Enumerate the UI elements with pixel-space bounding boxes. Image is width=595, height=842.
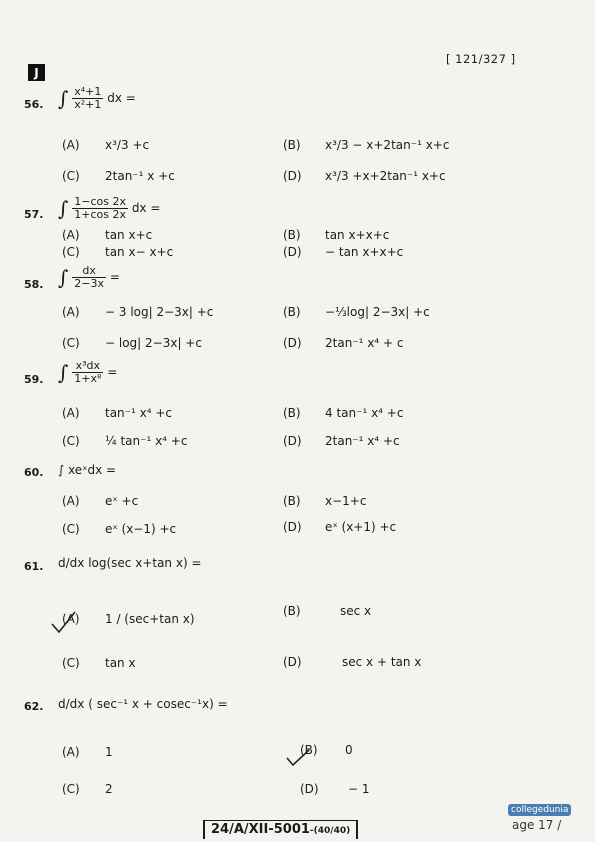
option-c: tan x− x+c xyxy=(105,245,174,259)
option-label-c: (C) xyxy=(62,434,80,448)
option-a: 1 / (sec+tan x) xyxy=(105,612,195,626)
question-number: 56. xyxy=(24,98,44,111)
option-a: tan x+c xyxy=(105,228,153,242)
option-d: − tan x+x+c xyxy=(325,245,404,259)
integral-symbol: ∫ xyxy=(58,86,69,111)
option-b: sec x xyxy=(340,604,372,618)
option-label-b: (B) xyxy=(283,228,301,242)
option-a: eˣ +c xyxy=(105,494,139,508)
option-label-a: (A) xyxy=(62,745,80,759)
option-label-b: (B) xyxy=(300,743,318,757)
option-label-c: (C) xyxy=(62,245,80,259)
option-label-c: (C) xyxy=(62,336,80,350)
option-label-d: (D) xyxy=(283,434,302,448)
option-label-d: (D) xyxy=(283,336,302,350)
option-a: − 3 log| 2−3x| +c xyxy=(105,305,214,319)
option-label-d: (D) xyxy=(283,520,302,534)
question-stem: ∫ $\frac{1-\cos 2x}{1+\cos 2x}$ dx = xyxy=(58,195,161,221)
option-d: 2tan⁻¹ x⁴ +c xyxy=(325,434,400,448)
question-number: 61. xyxy=(24,560,44,573)
option-label-a: (A) xyxy=(62,494,80,508)
option-a: x³/3 +c xyxy=(105,138,150,152)
fraction: $\frac{\text{x³dx}}{\text{1+x⁸}}$ xyxy=(74,359,102,385)
option-d: − 1 xyxy=(348,782,370,796)
option-label-d: (D) xyxy=(300,782,319,796)
option-label-b: (B) xyxy=(283,604,301,618)
option-b: x³/3 − x+2tan⁻¹ x+c xyxy=(325,138,450,152)
fraction: $\frac{\text{x⁴+1}}{\text{x²+1}}$ xyxy=(74,85,102,111)
question-stem: d/dx log(sec x+tan x) = xyxy=(58,556,202,570)
option-d: 2tan⁻¹ x⁴ + c xyxy=(325,336,404,350)
option-label-d: (D) xyxy=(283,169,302,183)
question-number: 60. xyxy=(24,466,44,479)
option-c: − log| 2−3x| +c xyxy=(105,336,202,350)
option-label-d: (D) xyxy=(283,245,302,259)
integral-symbol: ∫ xyxy=(58,360,69,385)
question-stem: ∫ xeˣdx = xyxy=(58,463,117,477)
option-d: x³/3 +x+2tan⁻¹ x+c xyxy=(325,169,446,183)
set-badge: J xyxy=(28,64,45,81)
watermark-logo: collegedunia xyxy=(508,804,571,816)
option-label-b: (B) xyxy=(283,494,301,508)
question-stem: d/dx ( sec⁻¹ x + cosec⁻¹x) = xyxy=(58,697,228,711)
option-label-b: (B) xyxy=(283,138,301,152)
fraction: $\frac{dx}{2-3x}$ xyxy=(74,264,104,290)
question-stem: ∫ $\frac{\text{x⁴+1}}{\text{x²+1}}$ dx = xyxy=(58,85,136,111)
option-label-a: (A) xyxy=(62,228,80,242)
option-label-c: (C) xyxy=(62,169,80,183)
option-b: 0 xyxy=(345,743,353,757)
option-b: tan x+x+c xyxy=(325,228,390,242)
option-label-a: (A) xyxy=(62,406,80,420)
option-label-c: (C) xyxy=(62,782,80,796)
option-label-c: (C) xyxy=(62,522,80,536)
option-c: 2tan⁻¹ x +c xyxy=(105,169,175,183)
option-label-d: (D) xyxy=(283,655,302,669)
option-b: 4 tan⁻¹ x⁴ +c xyxy=(325,406,404,420)
option-label-c: (C) xyxy=(62,656,80,670)
paper-code: 24/A/XII-5001-(40/40) xyxy=(203,820,358,839)
page-number: age 17 / xyxy=(512,818,562,832)
option-a: tan⁻¹ x⁴ +c xyxy=(105,406,173,420)
option-label-b: (B) xyxy=(283,406,301,420)
option-d: eˣ (x+1) +c xyxy=(325,520,397,534)
option-c: eˣ (x−1) +c xyxy=(105,522,177,536)
option-label-b: (B) xyxy=(283,305,301,319)
integral-symbol: ∫ xyxy=(58,265,69,290)
option-label-a: (A) xyxy=(62,612,80,626)
question-number: 58. xyxy=(24,278,44,291)
question-number: 62. xyxy=(24,700,44,713)
option-label-a: (A) xyxy=(62,138,80,152)
question-number: 59. xyxy=(24,373,44,386)
option-b: x−1+c xyxy=(325,494,367,508)
question-stem: ∫ $\frac{\text{x³dx}}{\text{1+x⁸}}$ = xyxy=(58,359,118,385)
option-d: sec x + tan x xyxy=(342,655,422,669)
option-c: ¼ tan⁻¹ x⁴ +c xyxy=(105,434,188,448)
option-a: 1 xyxy=(105,745,113,759)
question-number: 57. xyxy=(24,208,44,221)
option-label-a: (A) xyxy=(62,305,80,319)
integral-symbol: ∫ xyxy=(58,196,69,221)
option-c: 2 xyxy=(105,782,113,796)
option-b: −⅓log| 2−3x| +c xyxy=(325,305,430,319)
option-c: tan x xyxy=(105,656,136,670)
question-stem: ∫ $\frac{dx}{2-3x}$ = xyxy=(58,264,120,290)
fraction: $\frac{1-\cos 2x}{1+\cos 2x}$ xyxy=(74,195,126,221)
page-reference: [ 121/327 ] xyxy=(446,52,516,66)
